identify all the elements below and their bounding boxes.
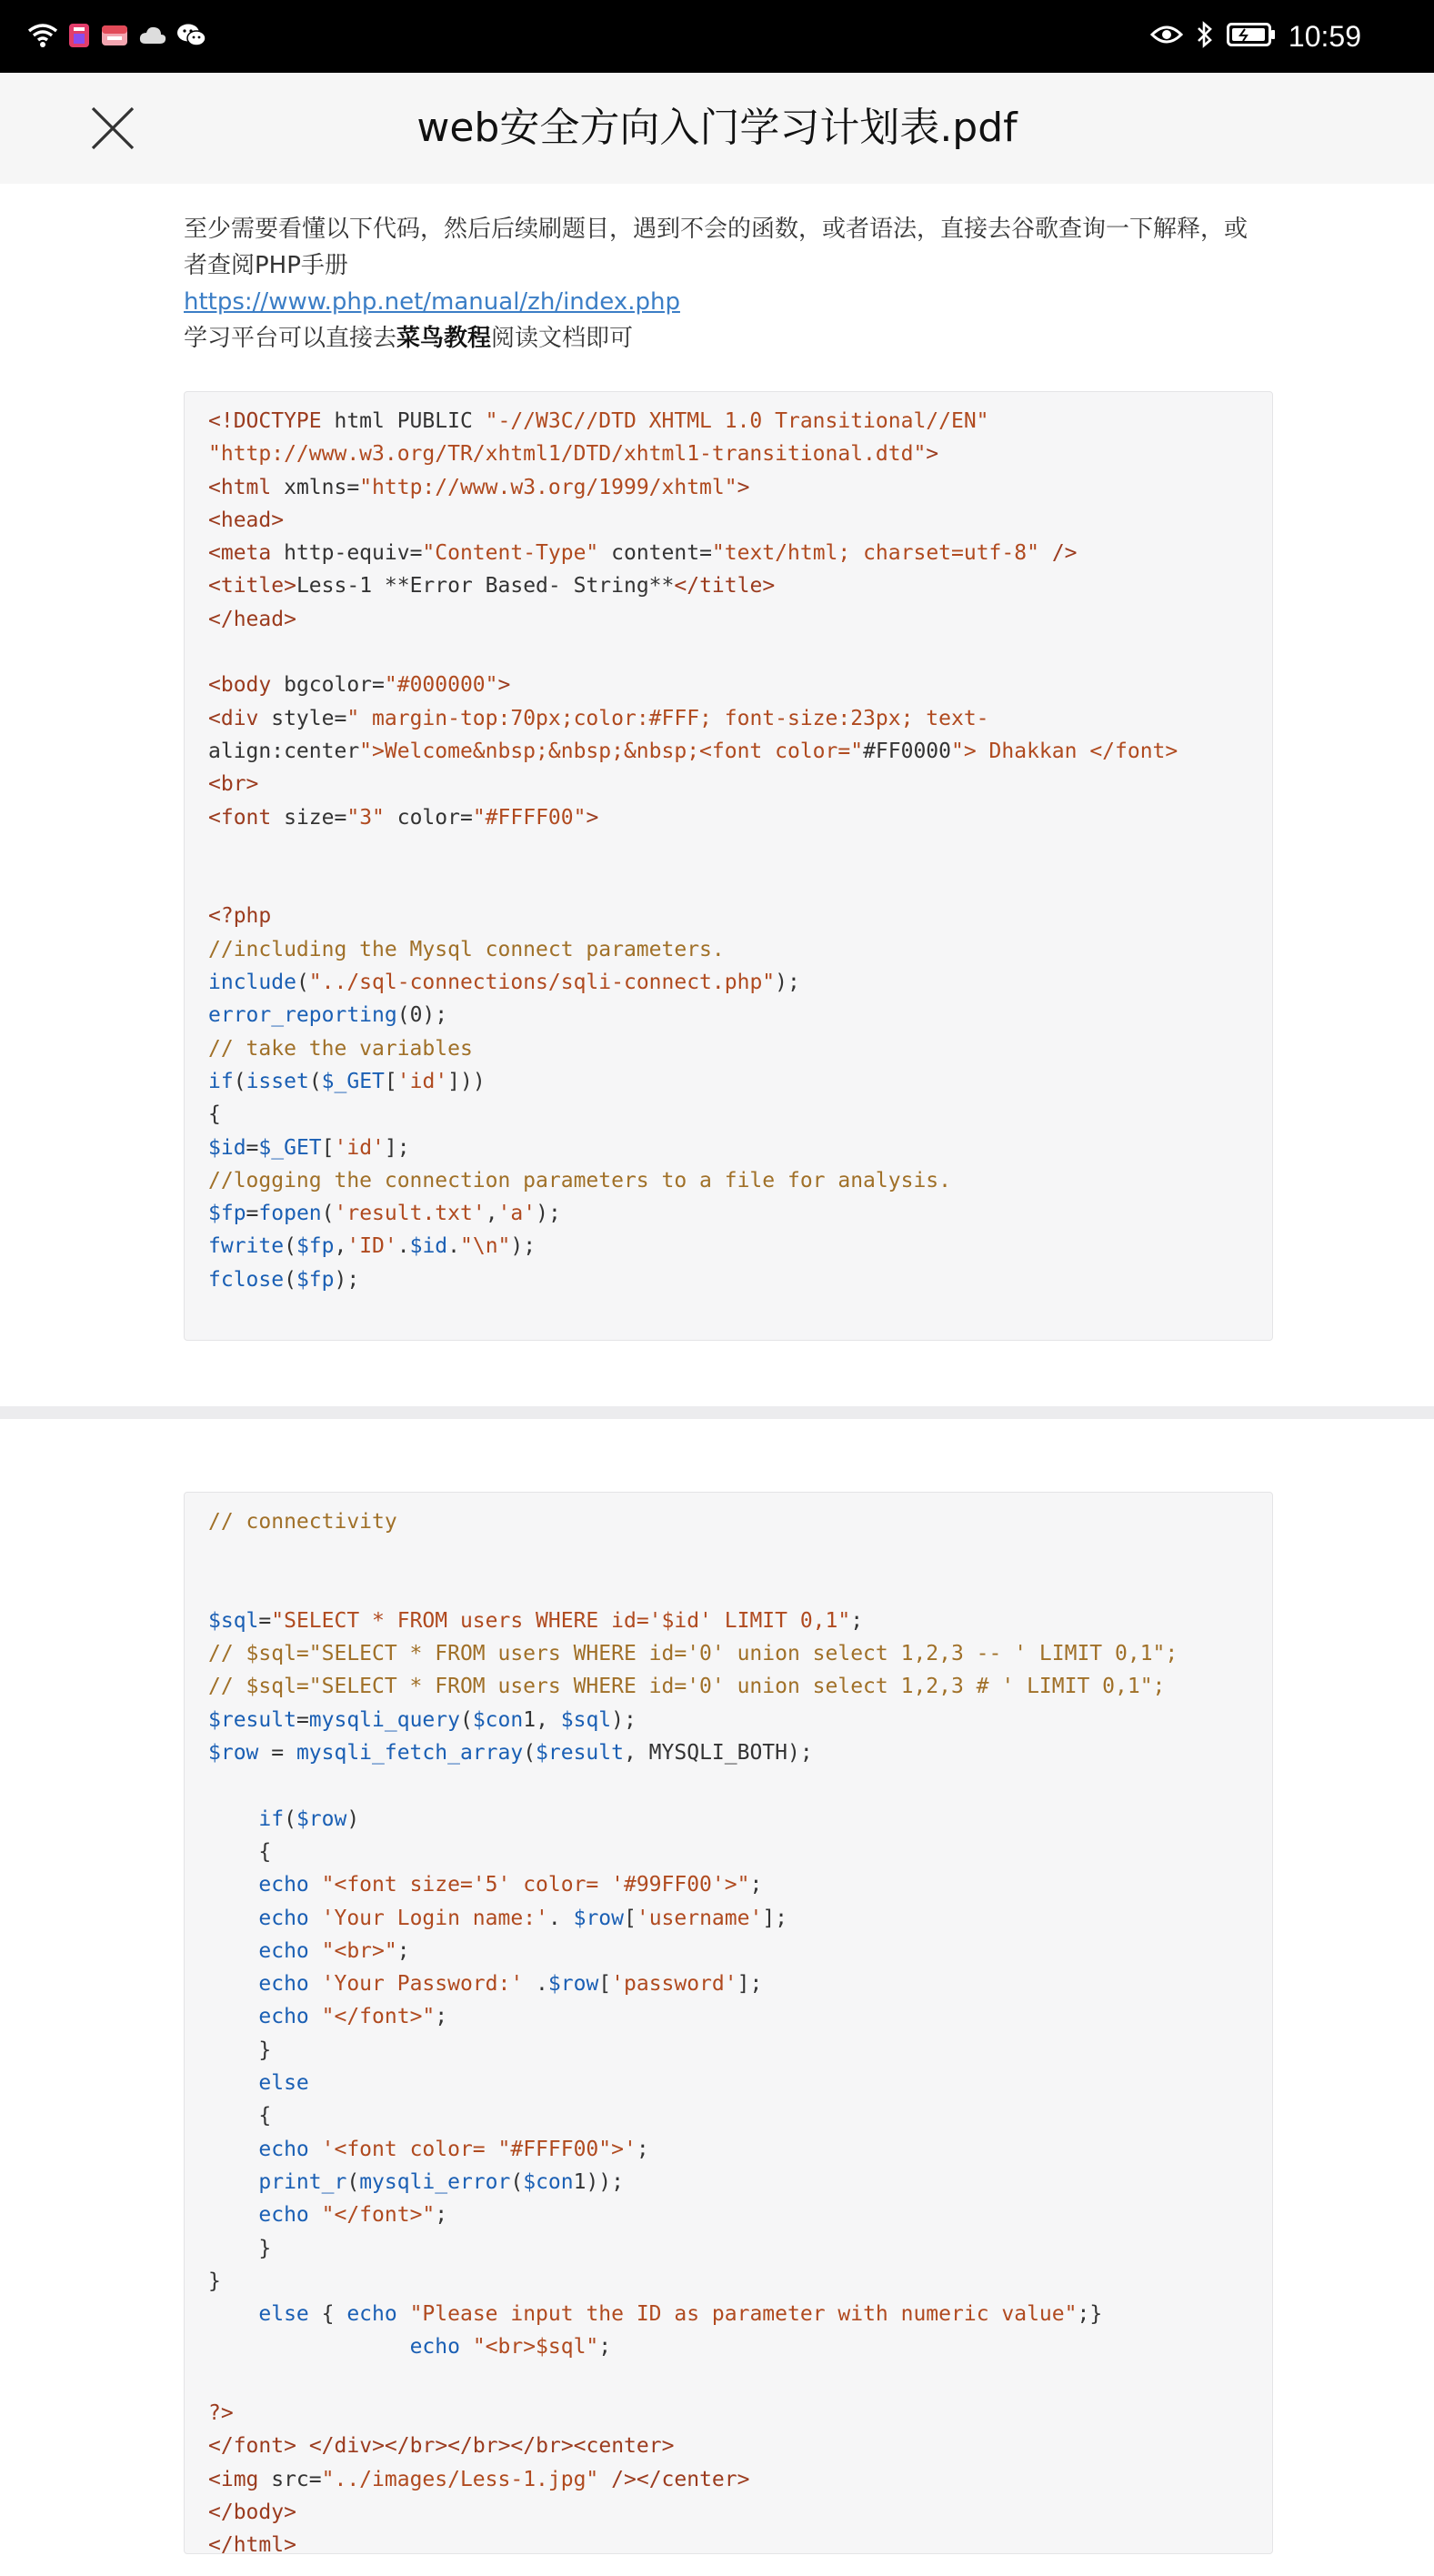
code-1-line: $fp=fopen('result.txt','a'); bbox=[208, 1202, 561, 1226]
code-1-line bbox=[208, 834, 1178, 867]
wifi-icon bbox=[27, 23, 58, 52]
code-2-line: echo 'Your Password:' .$row['password']; bbox=[258, 1972, 763, 1997]
wechat-icon bbox=[176, 23, 207, 52]
code-2-line bbox=[208, 1572, 1178, 1605]
code-2-line: $row = mysqli_fetch_array($result, MYSQLI_BOTH); bbox=[208, 1741, 813, 1766]
intro-line-1: 至少需要看懂以下代码，然后后续刷题目，遇到不会的函数，或者语法，直接去谷歌查询一下解释，或 bbox=[184, 216, 1248, 243]
code-2-line: echo "</font>"; bbox=[258, 2203, 448, 2228]
code-block-1 bbox=[184, 391, 1273, 1341]
close-icon bbox=[84, 99, 142, 157]
intro-text bbox=[184, 211, 1275, 357]
code-2-line: } bbox=[208, 2236, 272, 2260]
status-left-icons bbox=[27, 24, 207, 51]
code-2-line: </body> bbox=[208, 2500, 296, 2524]
code-1-line: <font size="3" color="#FFFF00"> bbox=[208, 805, 599, 830]
code-2-line: } bbox=[208, 2038, 272, 2062]
app-notification-icon bbox=[67, 22, 91, 53]
status-time: 10:59 bbox=[1288, 19, 1361, 53]
code-1-line: // take the variables bbox=[208, 1036, 473, 1061]
code-2-line: $sql="SELECT * FROM users WHERE id='$id' LIMIT 0,1"; bbox=[208, 1608, 864, 1633]
code-2-line: </html> bbox=[208, 2533, 296, 2558]
close-button[interactable] bbox=[84, 99, 142, 157]
intro-line-3-post: 阅读文档即可 bbox=[491, 325, 634, 352]
code-2-line: { bbox=[208, 2104, 272, 2128]
code-1-line: $id=$_GET['id']; bbox=[208, 1135, 410, 1160]
code-block-2 bbox=[184, 1492, 1273, 2558]
app-notification-icon-2 bbox=[100, 22, 129, 53]
code-1-line: include("../sql-connections/sqli-connect.php"); bbox=[208, 971, 800, 995]
code-text-1 bbox=[208, 405, 1178, 1296]
code-1-line: <!DOCTYPE html PUBLIC "-//W3C//DTD XHTML 1.0 Transitional//EN" bbox=[208, 409, 989, 433]
code-1-line: <br> bbox=[208, 772, 259, 797]
code-2-line bbox=[208, 1538, 1178, 1571]
pdf-page-2 bbox=[0, 1419, 1434, 2576]
code-2-line bbox=[208, 1769, 1178, 1802]
code-1-line: //logging the connection parameters to a file for analysis. bbox=[208, 1168, 951, 1192]
code-1-line: </head> bbox=[208, 607, 296, 631]
code-1-line: fwrite($fp,'ID'.$id."\n"); bbox=[208, 1234, 536, 1259]
title-bar bbox=[0, 73, 1434, 184]
code-1-line bbox=[208, 636, 1178, 669]
code-2-line: if($row) bbox=[258, 1806, 360, 1831]
pdf-page-1 bbox=[0, 184, 1434, 1406]
code-2-line: // $sql="SELECT * FROM users WHERE id='0' union select 1,2,3 # ' LIMIT 0,1"; bbox=[208, 1675, 1166, 1699]
code-1-line: <?php bbox=[208, 904, 272, 929]
code-1-line: <title>Less-1 **Error Based- String**</title> bbox=[208, 574, 776, 599]
code-1-line: //including the Mysql connect parameters. bbox=[208, 937, 725, 961]
code-2-line: echo "<br>$sql"; bbox=[409, 2335, 612, 2360]
code-2-line bbox=[208, 2364, 1178, 2397]
code-2-line: $result=mysqli_query($con1, $sql); bbox=[208, 1707, 637, 1732]
code-1-line: <html xmlns="http://www.w3.org/1999/xhtml"> bbox=[208, 475, 750, 499]
status-bar bbox=[0, 0, 1434, 73]
code-1-line: <meta http-equiv="Content-Type" content="text/html; charset=utf-8" /> bbox=[208, 541, 1078, 566]
bluetooth-icon bbox=[1196, 21, 1214, 52]
code-2-line: print_r(mysqli_error($con1)); bbox=[258, 2169, 624, 2194]
code-2-line: // connectivity bbox=[208, 1510, 397, 1534]
code-2-line: { bbox=[208, 1839, 272, 1864]
code-1-line: error_reporting(0); bbox=[208, 1003, 448, 1028]
code-2-line: echo '<font color= "#FFFF00">'; bbox=[258, 2137, 649, 2161]
cloud-icon bbox=[138, 25, 167, 50]
code-2-line: echo "<br>"; bbox=[258, 1938, 410, 1963]
code-2-line: echo 'Your Login name:'. $row['username']; bbox=[258, 1906, 788, 1930]
php-manual-link[interactable]: https://www.php.net/manual/zh/index.php bbox=[184, 288, 680, 316]
intro-line-3 bbox=[184, 320, 1275, 357]
code-2-line: echo "</font>"; bbox=[258, 2005, 448, 2029]
code-2-line: ?> bbox=[208, 2401, 234, 2426]
code-1-line: fclose($fp); bbox=[208, 1267, 360, 1292]
battery-icon bbox=[1227, 22, 1276, 51]
code-1-line: "http://www.w3.org/TR/xhtml1/DTD/xhtml1-transitional.dtd"> bbox=[208, 442, 939, 467]
code-2-line: <img src="../images/Less-1.jpg" /></center> bbox=[208, 2467, 750, 2491]
code-2-line: echo "<font size='5' color= '#99FF00'>"; bbox=[258, 1873, 763, 1897]
eye-icon bbox=[1150, 24, 1183, 49]
runoob-bold: 菜鸟教程 bbox=[396, 325, 492, 352]
intro-line-2: 者查阅PHP手册 bbox=[184, 252, 348, 279]
code-1-line bbox=[208, 867, 1178, 900]
code-1-line: <body bgcolor="#000000"> bbox=[208, 673, 511, 698]
code-1-line: align:center">Welcome&nbsp;&nbsp;&nbsp;<font color="#FF0000"> Dhakkan </font> bbox=[208, 739, 1178, 763]
code-1-line: if(isset($_GET['id'])) bbox=[208, 1069, 486, 1093]
document-title: web安全方向入门学习计划表.pdf bbox=[416, 105, 1018, 151]
code-2-line: else { echo "Please input the ID as parameter with numeric value";} bbox=[258, 2302, 1103, 2327]
code-1-line: <div style=" margin-top:70px;color:#FFF; font-size:23px; text- bbox=[208, 706, 989, 730]
code-2-line: } bbox=[208, 2269, 221, 2293]
page-separator bbox=[0, 1406, 1434, 1419]
code-1-line: { bbox=[208, 1102, 221, 1127]
code-2-line: // $sql="SELECT * FROM users WHERE id='0' union select 1,2,3 -- ' LIMIT 0,1"; bbox=[208, 1642, 1178, 1666]
status-right-icons bbox=[1150, 20, 1361, 53]
intro-line-3-pre: 学习平台可以直接去 bbox=[184, 325, 397, 352]
code-2-line: else bbox=[258, 2071, 309, 2096]
code-2-line: </font> </div></br></br></br><center> bbox=[208, 2434, 675, 2459]
code-1-line: <head> bbox=[208, 508, 285, 532]
code-text-2 bbox=[208, 1505, 1178, 2562]
